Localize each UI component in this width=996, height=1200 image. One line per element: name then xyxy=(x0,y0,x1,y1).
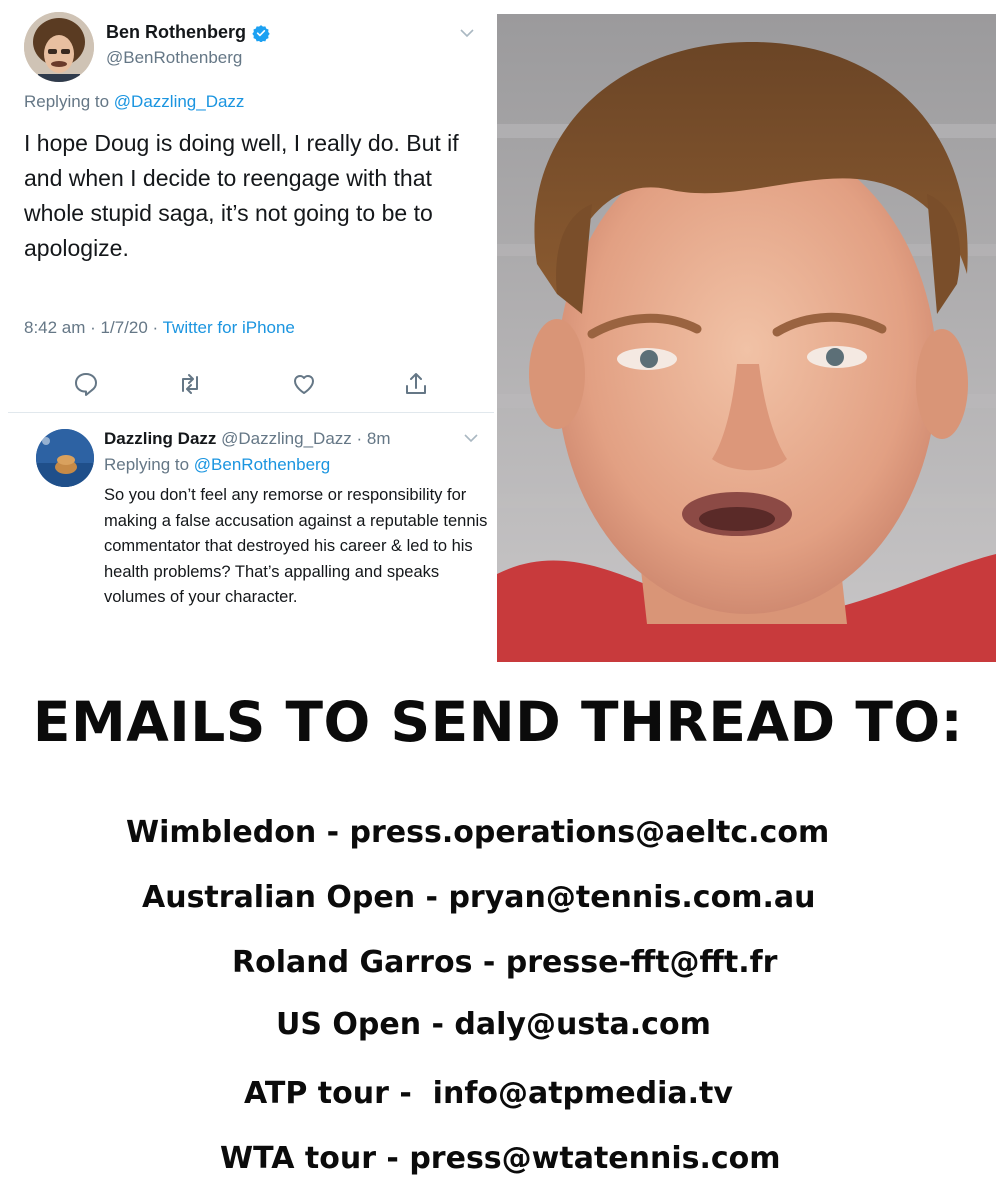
reply-age: · 8m xyxy=(356,429,391,448)
reply-author-name[interactable]: Dazzling Dazz xyxy=(104,429,217,448)
mention-link[interactable]: @Dazzling_Dazz xyxy=(113,92,245,111)
author-name[interactable] xyxy=(106,22,270,43)
avatar[interactable] xyxy=(36,429,94,487)
portrait-photo xyxy=(497,14,996,662)
email-line-us-open: US Open - daly@usta.com xyxy=(276,1007,711,1042)
tweet-screenshot xyxy=(0,0,494,665)
reply-header xyxy=(104,429,391,449)
tweet-text: I hope Doug is doing well, I really do. But if and when I decide to reengage with that whole stupid saga, it’s not going to be to apologize. xyxy=(24,130,459,261)
retweet-icon[interactable] xyxy=(176,370,204,398)
tweet-meta xyxy=(24,318,295,338)
reply-text: So you don’t feel any remorse or responsibility for making a false accusation against a reputable tennis commentator that destroyed his career & led to his health problems? That’s appalling and speaks volumes of your character. xyxy=(104,486,488,607)
avatar[interactable] xyxy=(24,12,94,82)
tweet-source[interactable]: Twitter for iPhone xyxy=(162,318,295,337)
tweet-actions xyxy=(0,368,494,404)
replying-label: Replying to xyxy=(24,92,110,111)
email-line-wimbledon: Wimbledon - press.operations@aeltc.com xyxy=(126,815,830,850)
tweet-timestamp[interactable]: 8:42 am · 1/7/20 · xyxy=(24,318,159,337)
email-line-australian-open: Australian Open - pryan@tennis.com.au xyxy=(142,880,816,915)
verified-badge-icon xyxy=(252,24,270,42)
replying-label: Replying to xyxy=(104,455,190,474)
like-icon[interactable] xyxy=(290,370,318,398)
author-name-text: Ben Rothenberg xyxy=(106,22,247,42)
reply-tweet xyxy=(0,413,494,665)
reply-icon[interactable] xyxy=(72,370,100,398)
author-handle[interactable]: @BenRothenberg xyxy=(106,48,243,67)
email-line-atp-tour: ATP tour - info@atpmedia.tv xyxy=(244,1076,733,1111)
email-line-roland-garros: Roland Garros - presse-fft@fft.fr xyxy=(232,945,778,980)
reply-author-handle[interactable]: @Dazzling_Dazz xyxy=(221,429,352,448)
main-tweet xyxy=(0,0,494,410)
share-icon[interactable] xyxy=(402,370,430,398)
chevron-down-icon[interactable] xyxy=(464,433,478,443)
replying-to xyxy=(24,92,244,112)
emails-heading: EMAILS TO SEND THREAD TO: xyxy=(32,690,964,754)
chevron-down-icon[interactable] xyxy=(460,28,474,38)
email-line-wta-tour: WTA tour - press@wtatennis.com xyxy=(220,1141,781,1176)
replying-to xyxy=(104,455,330,475)
mention-link[interactable]: @BenRothenberg xyxy=(193,455,331,474)
